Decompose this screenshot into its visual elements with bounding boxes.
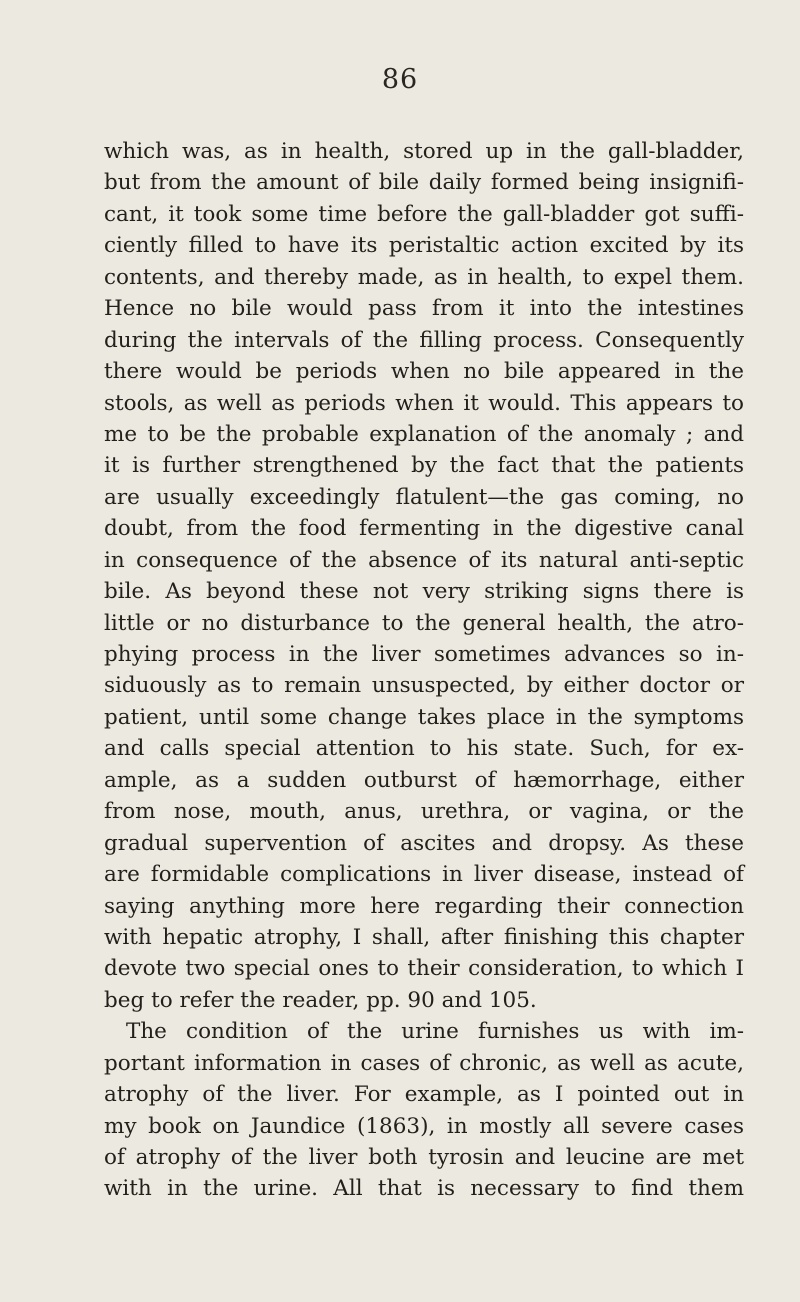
text-line: are usually exceedingly flatulent—the gas coming, no	[104, 484, 744, 510]
text-line: it is further strengthened by the fact that the patients	[104, 453, 744, 479]
text-line: siduously as to remain unsuspected, by either doctor or	[104, 673, 744, 699]
text-line: portant information in cases of chronic, as well as acute,	[104, 1050, 744, 1076]
text-line: my book on Jaundice (1863), in mostly all severe cases	[104, 1113, 744, 1139]
text-line: cant, it took some time before the gall-bladder got suffi-	[104, 201, 744, 227]
text-line: in consequence of the absence of its natural anti-septic	[104, 547, 744, 573]
text-line: but from the amount of bile daily formed being insignifi-	[104, 170, 744, 196]
text-line: little or no disturbance to the general health, the atro-	[104, 610, 744, 636]
text-line: saying anything more here regarding their connection	[104, 893, 744, 919]
text-line: bile. As beyond these not very striking signs there is	[104, 579, 744, 605]
text-line: with hepatic atrophy, I shall, after finishing this chapter	[104, 924, 744, 950]
text-line: and calls special attention to his state. Such, for ex-	[104, 736, 744, 762]
text-line: atrophy of the liver. For example, as I pointed out in	[104, 1082, 744, 1108]
text-line: patient, until some change takes place in the symptoms	[104, 704, 744, 730]
text-line: there would be periods when no bile appeared in the	[104, 359, 744, 385]
text-line: me to be the probable explanation of the anomaly ; and	[104, 421, 744, 447]
text-line: doubt, from the food fermenting in the digestive canal	[104, 516, 744, 542]
text-line: Hence no bile would pass from it into the intestines	[104, 296, 744, 322]
text-line: which was, as in health, stored up in the gall-bladder,	[104, 139, 744, 164]
text-line: contents, and thereby made, as in health, to expel them.	[104, 264, 744, 290]
text-line: during the intervals of the filling process. Consequently	[104, 327, 744, 353]
text-line: beg to refer the reader, pp. 90 and 105.	[104, 987, 537, 1013]
text-line: ciently filled to have its peristaltic action excited by its	[104, 233, 744, 259]
text-line: phying process in the liver sometimes advances so in-	[104, 642, 744, 667]
text-line: are formidable complications in liver disease, instead of	[104, 862, 744, 888]
text-line: The condition of the urine furnishes us with im-	[126, 1019, 744, 1045]
text-line: of atrophy of the liver both tyrosin and leucine are met	[104, 1145, 744, 1170]
text-line: gradual supervention of ascites and dropsy. As these	[104, 830, 744, 856]
page-number: 86	[381, 64, 419, 95]
text-line: stools, as well as periods when it would. This appears to	[104, 390, 744, 416]
text-line: from nose, mouth, anus, urethra, or vagina, or the	[104, 799, 744, 825]
text-line: ample, as a sudden outburst of hæmorrhage, either	[104, 767, 744, 793]
body-text	[104, 136, 744, 1205]
text-line: devote two special ones to their consideration, to which I	[104, 956, 744, 982]
text-line: with in the urine. All that is necessary to find them	[104, 1176, 744, 1202]
